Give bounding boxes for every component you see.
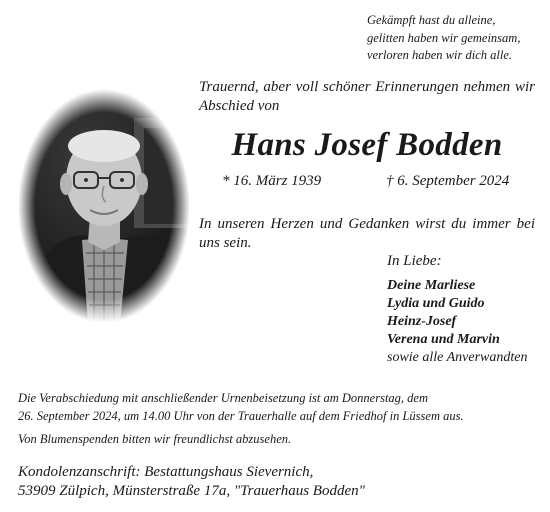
mourner: Deine Marliese [387,278,476,293]
poem [367,12,542,65]
ceremony-line: Die Verabschiedung mit anschließender Urnenbeisetzung ist am Donnerstag, dem [18,391,429,405]
birth-date: * 16. März 1939 [222,173,322,189]
deceased-name: Hans Josef Bodden [231,127,503,163]
intro-text: Trauernd, aber voll schöner Erinnerungen nehmen wir Abschied von [199,79,535,114]
poem-line: verloren haben wir dich alle. [367,48,512,62]
memory-text: In unseren Herzen und Gedanken wirst du immer bei uns sein. [199,216,535,251]
death-date: † 6. September 2024 [386,173,510,189]
mourner: Lydia und Guido [387,296,485,311]
mourners-list [387,277,528,367]
flowers-note: Von Blumenspenden bitten wir freundlichst abzusehen. [18,432,292,446]
ceremony-line: 26. September 2024, um 14.00 Uhr von der Trauerhalle auf dem Friedhof in Lüssem aus. [18,409,464,423]
condolence-address [18,463,365,501]
mourner: Verena und Marvin [387,332,500,347]
poem-line: Gekämpft hast du alleine, [367,13,496,27]
poem-line: gelitten haben wir gemeinsam, [367,30,521,45]
portrait-photo [16,88,192,324]
mourner: Heinz-Josef [387,314,457,329]
condolence-line: 53909 Zülpich, Münsterstraße 17a, "Trauerhaus Bodden" [18,483,365,499]
condolence-line: Kondolenzanschrift: Bestattungshaus Sievernich, [18,464,314,480]
ceremony-text [18,389,535,425]
in-love-label: In Liebe: [387,253,442,269]
relatives-note: sowie alle Anverwandten [387,350,528,365]
